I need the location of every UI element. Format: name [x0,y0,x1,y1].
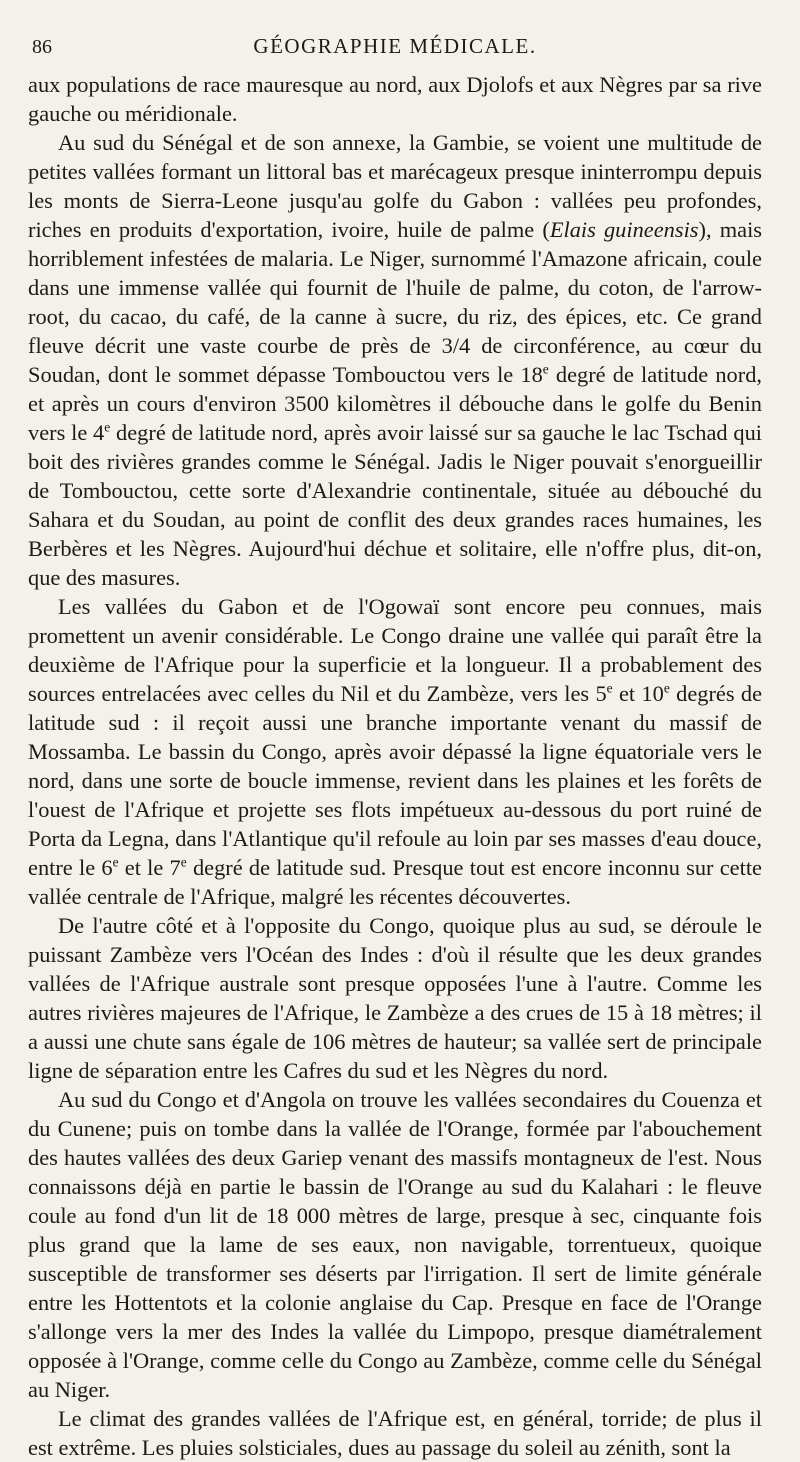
paragraph: Le climat des grandes vallées de l'Afrique est, en général, torride; de plus il est extrême. Les pluies solsticiales, dues au passage du soleil au zénith, sont la [28,1406,762,1460]
paragraph: Les vallées du Gabon et de l'Ogowaï sont encore peu connues, mais promettent un avenir considérable. Le Congo draine une vallée qui paraît être la deuxième de l'Afrique pour la superficie et la longueur. Il a probablement des sources entrelacées avec celles du Nil et du Zambèze, vers les 5e et 10e degrés de latitude sud : il reçoit aussi une branche importante venant du massif de Mossamba. Le bassin du Congo, après avoir dépassé la ligne équatoriale vers le nord, dans une sorte de boucle immense, revient dans les plaines et les forêts de l'ouest de l'Afrique et projette ses flots impétueux au-dessous du port ruiné de Porta da Legna, dans l'Atlantique qu'il refoule au loin par ses masses d'eau douce, entre le 6e et le 7e degré de latitude sud. Presque tout est encore inconnu sur cette vallée centrale de l'Afrique, malgré les récentes découvertes. [28,594,763,909]
paragraph: De l'autre côté et à l'opposite du Congo, quoique plus au sud, se déroule le puissant Zambèze vers l'Océan des Indes : d'où il résulte que les deux grandes vallées de l'Afrique australe sont presque opposées l'une à l'autre. Comme les autres rivières majeures de l'Afrique, le Zambèze a des crues de 15 à 18 mètres; il a aussi une chute sans égale de 106 mètres de hauteur; sa vallée sert de principale ligne de séparation entre les Cafres du sud et les Nègres du nord. [28,913,762,1083]
paragraph: Au sud du Congo et d'Angola on trouve les vallées secondaires du Couenza et du Cunene; puis on tombe dans la vallée de l'Orange, formée par l'abouchement des hautes vallées des deux Gariep venant des massifs montagneux de l'est. Nous connaissons déjà en partie le bassin de l'Orange au sud du Kalahari : le fleuve coule au fond d'un lit de 18 000 mètres de large, presque à sec, cinquante fois plus grand que la lame de ses eaux, non navigable, torrentueux, quoique susceptible de transformer ses déserts par l'irrigation. Il sert de limite générale entre les Hottentots et la colonie anglaise du Cap. Presque en face de l'Orange s'allonge vers la mer des Indes la vallée du Limpopo, presque diamétralement opposée à l'Orange, comme celle du Congo au Zambèze, comme celle du Sénégal au Niger. [28,1087,762,1402]
page-header [28,26,762,62]
paragraph: aux populations de race mauresque au nord, aux Djolofs et aux Nègres par sa rive gauche ou méridionale. [28,72,762,126]
body-text [28,70,762,1462]
paragraph: Au sud du Sénégal et de son annexe, la Gambie, se voient une multitude de petites vallées formant un littoral bas et marécageux presque ininterrompu depuis les monts de Sierra-Leone jusqu'au golfe du Gabon : vallées peu profondes, riches en produits d'exportation, ivoire, huile de palme (Elais guineensis), mais horriblement infestées de malaria. Le Niger, surnommé l'Amazone africain, coule dans une immense vallée qui fournit de l'huile de palme, du coton, de l'arrow-root, du cacao, du café, de la canne à sucre, du riz, des épices, etc. Ce grand fleuve décrit une vaste courbe de près de 3/4 de circonférence, au cœur du Soudan, dont le sommet dépasse Tombouctou vers le 18e degré de latitude nord, et après un cours d'environ 3500 kilomètres il débouche dans le golfe du Benin vers le 4e degré de latitude nord, après avoir laissé sur sa gauche le lac Tschad qui boit des rivières grandes comme le Sénégal. Jadis le Niger pouvait s'enorgueillir de Tombouctou, cette sorte d'Alexandrie continentale, située au débouché du Sahara et du Soudan, au point de conflit des deux grandes races humaines, les Berbères et les Nègres. Aujourd'hui déchue et solitaire, elle n'offre plus, dit-on, que des masures. [28,130,763,590]
page-number: 86 [32,36,52,58]
running-title: GÉOGRAPHIE MÉDICALE. [253,34,537,58]
